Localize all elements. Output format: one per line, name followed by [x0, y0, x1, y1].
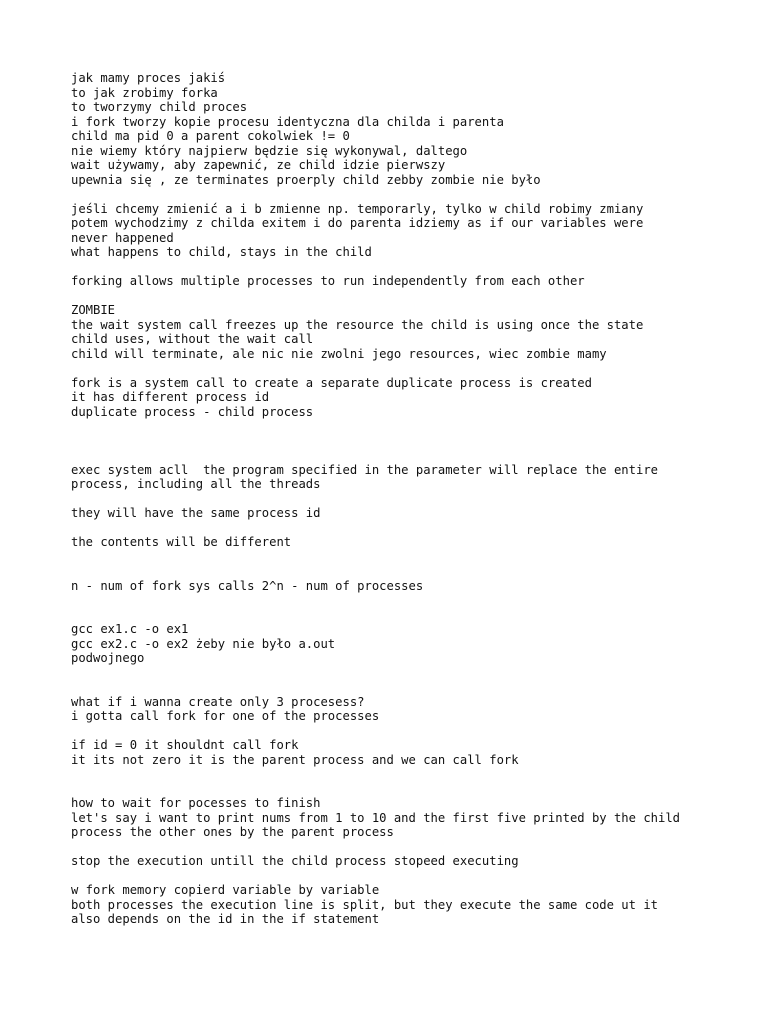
text-line: jak mamy proces jakiś	[71, 71, 226, 85]
text-line: duplicate process - child process	[71, 404, 314, 419]
document-body	[71, 71, 761, 927]
text-line: wait używamy, aby zapewnić, ze child idzie pierwszy	[71, 158, 446, 172]
text-line: ZOMBIE	[71, 303, 116, 317]
text-line: it its not zero it is the parent process and we can call fork	[71, 752, 519, 767]
text-line: let's say i want to print nums from 1 to 10 and the first five printed by the child	[71, 810, 681, 825]
text-line	[71, 564, 761, 579]
text-line: upewnia się , ze terminates proerply child zebby zombie nie było	[71, 172, 541, 187]
text-line	[71, 840, 761, 855]
text-line	[71, 434, 761, 449]
text-line	[71, 680, 761, 695]
text-line	[71, 419, 761, 434]
text-line	[71, 782, 761, 797]
text-line: what if i wanna create only 3 procesess?	[71, 694, 365, 709]
text-line: to jak zrobimy forka	[71, 85, 218, 100]
text-line: they will have the same process id	[71, 506, 321, 520]
text-line	[71, 608, 761, 623]
text-line: i gotta call fork for one of the processes	[71, 709, 380, 723]
text-line: podwojnego	[71, 651, 145, 665]
text-line: child will terminate, ale nic nie zwolni jego resources, wiec zombie mamy	[71, 346, 607, 361]
text-line: both processes the execution line is split, but they execute the same code ut it	[71, 897, 658, 912]
text-line: child uses, without the wait call	[71, 332, 314, 346]
text-line: gcc ex1.c -o ex1	[71, 622, 189, 636]
text-line	[71, 593, 761, 608]
text-line: if id = 0 it shouldnt call fork	[71, 738, 299, 752]
text-line: jeśli chcemy zmienić a i b zmienne np. temporarly, tylko w child robimy zmiany	[71, 201, 644, 216]
text-line	[71, 550, 761, 565]
text-line	[71, 361, 761, 376]
text-line: nie wiemy który najpierw będzie się wykonywal, daltego	[71, 143, 468, 158]
text-line: also depends on the id in the if statement	[71, 912, 380, 926]
text-line: potem wychodzimy z childa exitem i do parenta idziemy as if our variables were	[71, 216, 644, 230]
text-line	[71, 492, 761, 507]
text-line	[71, 448, 761, 463]
text-line: it has different process id	[71, 390, 270, 404]
text-line: how to wait for pocesses to finish	[71, 796, 321, 810]
text-line: what happens to child, stays in the child	[71, 245, 372, 259]
text-line: exec system acll the program specified in the parameter will replace the entire	[71, 462, 658, 477]
text-line	[71, 666, 761, 681]
text-line	[71, 869, 761, 884]
text-line: w fork memory copierd variable by variable	[71, 883, 380, 897]
text-line	[71, 767, 761, 782]
text-line: fork is a system call to create a separate duplicate process is created	[71, 375, 592, 390]
text-line: i fork tworzy kopie procesu identyczna dla childa i parenta	[71, 114, 504, 129]
text-line	[71, 260, 761, 275]
text-line: process, including all the threads	[71, 477, 321, 491]
text-line	[71, 521, 761, 536]
text-line: n - num of fork sys calls 2^n - num of processes	[71, 578, 424, 593]
text-line: gcc ex2.c -o ex2 żeby nie było a.out	[71, 636, 336, 651]
text-line	[71, 289, 761, 304]
text-line: the wait system call freezes up the resource the child is using once the state	[71, 317, 644, 332]
text-line: child ma pid 0 a parent cokolwiek != 0	[71, 129, 350, 143]
text-line: forking allows multiple processes to run independently from each other	[71, 274, 585, 288]
text-line: the contents will be different	[71, 535, 292, 549]
text-line: stop the execution untill the child process stopeed executing	[71, 854, 519, 868]
text-line	[71, 187, 761, 202]
text-line: never happened	[71, 230, 174, 245]
text-line	[71, 724, 761, 739]
text-line: to tworzymy child proces	[71, 100, 248, 114]
text-line: process the other ones by the parent process	[71, 825, 394, 839]
